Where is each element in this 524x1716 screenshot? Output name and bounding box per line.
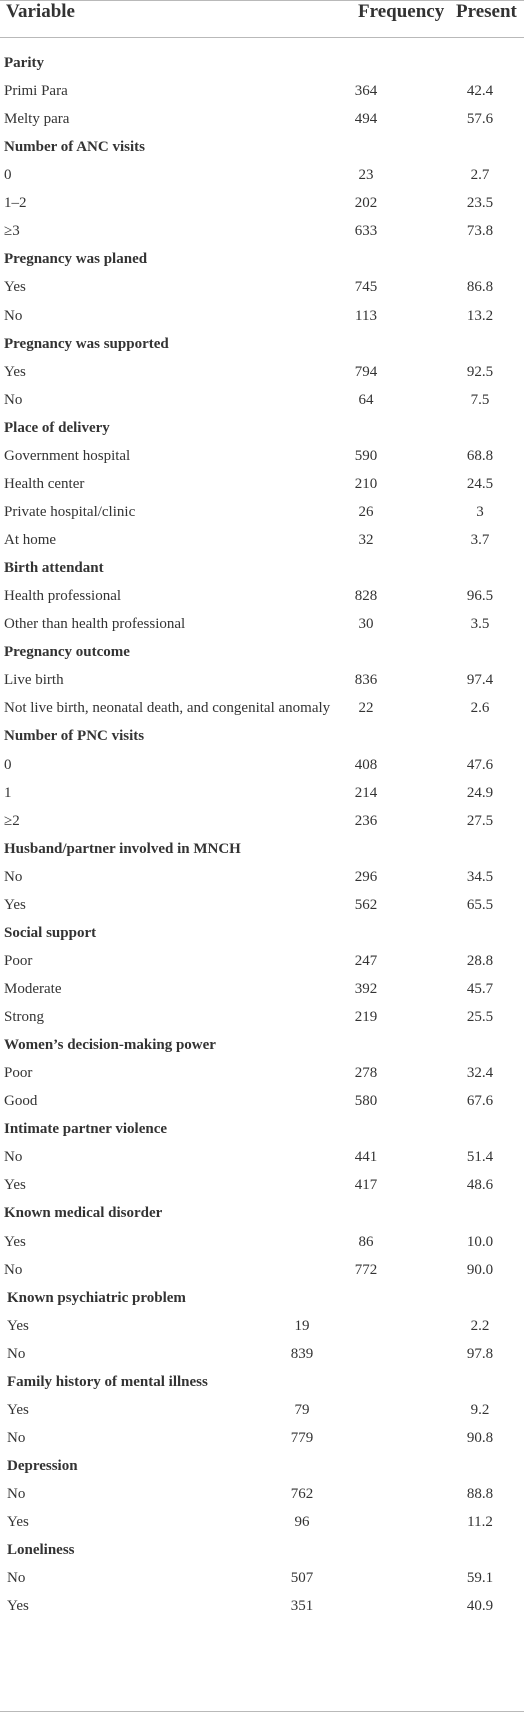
section-title: Pregnancy outcome bbox=[4, 644, 130, 661]
row-frequency: 210 bbox=[354, 475, 378, 492]
row-percent: 24.5 bbox=[466, 475, 494, 492]
row-frequency: 214 bbox=[354, 784, 378, 801]
row-frequency: 417 bbox=[354, 1177, 378, 1194]
row-frequency: 351 bbox=[290, 1598, 314, 1615]
row-frequency: 779 bbox=[290, 1429, 314, 1446]
row-percent: 24.9 bbox=[466, 784, 494, 801]
row-frequency: 441 bbox=[354, 1149, 378, 1166]
row-label: No bbox=[4, 1261, 23, 1278]
row-percent: 28.8 bbox=[466, 952, 494, 969]
row-percent: 48.6 bbox=[466, 1177, 494, 1194]
row-label: Yes bbox=[4, 363, 26, 380]
row-frequency: 828 bbox=[354, 588, 378, 605]
row-frequency: 745 bbox=[354, 279, 378, 296]
section-title: Known psychiatric problem bbox=[7, 1289, 186, 1306]
section-title: Intimate partner violence bbox=[4, 1121, 168, 1138]
section-title: Women’s decision-making power bbox=[4, 1037, 216, 1054]
section-title: Husband/partner involved in MNCH bbox=[4, 840, 241, 857]
row-percent: 34.5 bbox=[466, 868, 494, 885]
row-frequency: 296 bbox=[354, 868, 378, 885]
row-label: Yes bbox=[7, 1514, 29, 1531]
section-title: Parity bbox=[4, 55, 44, 71]
row-frequency: 96 bbox=[294, 1514, 310, 1531]
row-label: Yes bbox=[7, 1317, 29, 1334]
row-percent: 23.5 bbox=[466, 195, 494, 212]
row-percent: 97.8 bbox=[466, 1345, 494, 1362]
row-label: No bbox=[4, 391, 23, 408]
section-title: Number of PNC visits bbox=[4, 728, 145, 745]
row-frequency: 278 bbox=[354, 1065, 378, 1082]
row-percent: 45.7 bbox=[466, 980, 494, 997]
row-label: Good bbox=[4, 1093, 38, 1110]
row-label: Government hospital bbox=[4, 447, 131, 464]
row-percent: 51.4 bbox=[466, 1149, 494, 1166]
row-label: No bbox=[4, 868, 23, 885]
row-percent: 57.6 bbox=[466, 111, 494, 128]
header-variable: Variable bbox=[6, 1, 75, 22]
row-label: Melty para bbox=[4, 111, 70, 128]
row-frequency: 762 bbox=[290, 1486, 314, 1503]
row-percent: 90.0 bbox=[466, 1261, 494, 1278]
row-label: 0 bbox=[4, 756, 12, 773]
row-percent: 2.7 bbox=[470, 167, 490, 184]
row-frequency: 113 bbox=[355, 307, 377, 324]
row-frequency: 64 bbox=[358, 391, 374, 408]
row-label: Yes bbox=[4, 1233, 26, 1250]
row-label: No bbox=[7, 1570, 26, 1587]
section-title: Known medical disorder bbox=[4, 1205, 163, 1222]
row-percent: 86.8 bbox=[466, 279, 494, 296]
row-frequency: 26 bbox=[358, 503, 374, 520]
row-frequency: 219 bbox=[354, 1009, 378, 1026]
row-frequency: 839 bbox=[290, 1345, 314, 1362]
row-frequency: 364 bbox=[354, 83, 378, 100]
header-percent: Present bbox=[456, 1, 517, 22]
bottom-rule bbox=[0, 1711, 524, 1712]
row-label: Poor bbox=[4, 952, 33, 969]
section-title: Pregnancy was supported bbox=[4, 335, 169, 352]
section-title: Family history of mental illness bbox=[7, 1373, 208, 1390]
row-percent: 42.4 bbox=[466, 83, 494, 100]
row-label: 0 bbox=[4, 167, 12, 184]
row-label: Primi Para bbox=[4, 83, 68, 100]
section-title: Social support bbox=[4, 924, 97, 941]
row-frequency: 836 bbox=[354, 672, 378, 689]
row-percent: 27.5 bbox=[466, 812, 494, 829]
row-percent: 88.8 bbox=[466, 1486, 494, 1503]
row-frequency: 86 bbox=[358, 1233, 374, 1250]
row-frequency: 507 bbox=[290, 1570, 314, 1587]
row-frequency: 590 bbox=[354, 447, 378, 464]
row-percent: 9.2 bbox=[470, 1401, 490, 1418]
row-percent: 13.2 bbox=[466, 307, 494, 324]
row-percent: 2.6 bbox=[470, 700, 490, 717]
row-label: Strong bbox=[4, 1009, 45, 1026]
header-frequency: Frequency bbox=[358, 1, 445, 22]
row-percent: 65.5 bbox=[466, 896, 494, 913]
row-label: Yes bbox=[7, 1598, 29, 1615]
row-percent: 2.2 bbox=[470, 1317, 490, 1334]
row-percent: 59.1 bbox=[466, 1570, 494, 1587]
row-percent: 25.5 bbox=[466, 1009, 494, 1026]
row-label: No bbox=[7, 1486, 26, 1503]
row-label: At home bbox=[4, 532, 57, 549]
row-frequency: 562 bbox=[354, 896, 378, 913]
row-percent: 67.6 bbox=[466, 1093, 494, 1110]
row-percent: 40.9 bbox=[466, 1598, 494, 1615]
section-title: Birth attendant bbox=[4, 560, 104, 577]
row-percent: 32.4 bbox=[466, 1065, 494, 1082]
row-label: Live birth bbox=[4, 672, 64, 689]
row-label: Private hospital/clinic bbox=[4, 503, 136, 520]
top-rule bbox=[0, 0, 524, 1]
row-percent: 73.8 bbox=[466, 223, 494, 240]
row-percent: 7.5 bbox=[470, 391, 490, 408]
row-frequency: 408 bbox=[354, 756, 378, 773]
row-label: 1 bbox=[4, 784, 12, 801]
row-percent: 96.5 bbox=[466, 588, 494, 605]
row-percent: 92.5 bbox=[466, 363, 494, 380]
section-title: Pregnancy was planed bbox=[4, 251, 148, 268]
row-label: Yes bbox=[4, 279, 26, 296]
row-label: No bbox=[4, 1149, 23, 1166]
row-label: 1–2 bbox=[4, 195, 27, 212]
row-frequency: 633 bbox=[354, 223, 378, 240]
section-title: Place of delivery bbox=[4, 419, 110, 436]
row-percent: 3.7 bbox=[470, 532, 490, 549]
section-title: Loneliness bbox=[7, 1542, 75, 1559]
row-percent: 3 bbox=[476, 503, 484, 520]
row-frequency: 19 bbox=[294, 1317, 310, 1334]
row-frequency: 580 bbox=[354, 1093, 378, 1110]
row-percent: 68.8 bbox=[466, 447, 494, 464]
row-label: Yes bbox=[4, 896, 26, 913]
row-label: No bbox=[7, 1429, 26, 1446]
row-frequency: 202 bbox=[354, 195, 378, 212]
row-label: Yes bbox=[4, 1177, 26, 1194]
row-frequency: 30 bbox=[358, 616, 374, 633]
row-percent: 90.8 bbox=[466, 1429, 494, 1446]
header-rule bbox=[0, 37, 524, 38]
row-label: Moderate bbox=[4, 980, 62, 997]
row-percent: 3.5 bbox=[470, 616, 490, 633]
row-label: ≥2 bbox=[4, 812, 20, 829]
row-frequency: 794 bbox=[354, 363, 378, 380]
row-percent: 47.6 bbox=[466, 756, 494, 773]
row-frequency: 392 bbox=[354, 980, 378, 997]
row-label: Yes bbox=[7, 1401, 29, 1418]
row-percent: 11.2 bbox=[467, 1514, 493, 1531]
row-label: No bbox=[4, 307, 23, 324]
row-frequency: 494 bbox=[354, 111, 378, 128]
row-frequency: 22 bbox=[358, 700, 374, 717]
section-title: Depression bbox=[7, 1458, 78, 1474]
row-frequency: 23 bbox=[358, 167, 374, 184]
row-frequency: 247 bbox=[354, 952, 378, 969]
row-label: ≥3 bbox=[4, 223, 20, 240]
row-label: Health center bbox=[4, 475, 85, 492]
row-frequency: 32 bbox=[358, 532, 374, 549]
row-label: No bbox=[7, 1345, 26, 1362]
row-percent: 97.4 bbox=[466, 672, 494, 689]
row-label: Health professional bbox=[4, 588, 122, 605]
row-label: Poor bbox=[4, 1065, 33, 1082]
row-label: Not live birth, neonatal death, and congenital anomaly bbox=[4, 700, 331, 717]
row-frequency: 772 bbox=[354, 1261, 378, 1278]
row-frequency: 236 bbox=[354, 812, 378, 829]
row-frequency: 79 bbox=[294, 1401, 310, 1418]
section-title: Number of ANC visits bbox=[4, 139, 145, 156]
row-percent: 10.0 bbox=[466, 1233, 494, 1250]
row-label: Other than health professional bbox=[4, 616, 186, 633]
